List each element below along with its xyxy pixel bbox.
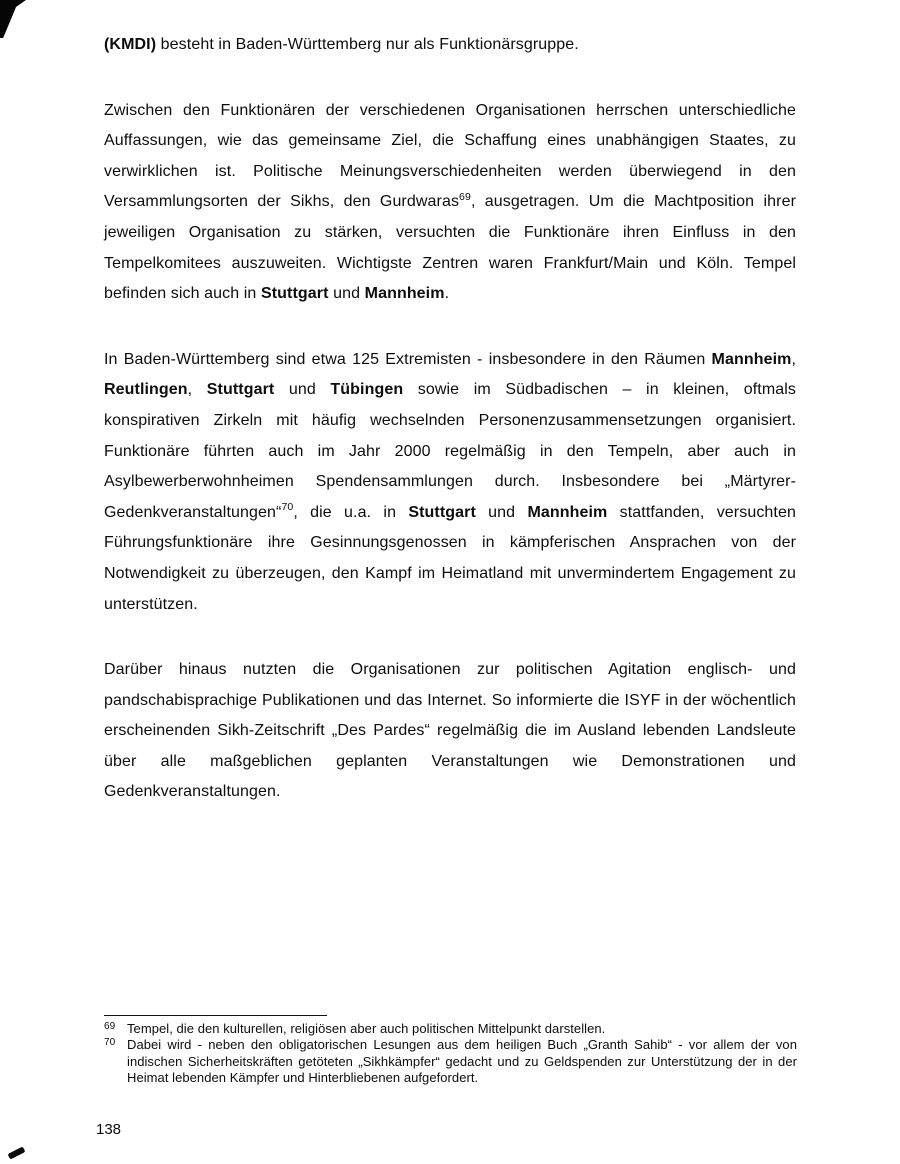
body-text [104,30,796,843]
text-run: stattfanden, versuchten Führungsfunktionäre ihre Gesinnungsgenossen in kämpferischen Ansprachen von der Notwendigkeit zu überzeugen, den Kampf im Heimatland mit unvermindertem Engagement zu unterstützen. [104,503,796,613]
footnote-marker: 69 [104,1021,116,1032]
text-run: und [475,503,528,521]
bold-text-run: Reutlingen [104,381,188,399]
paragraph [104,96,796,310]
footnote-ref: 69 [459,190,471,203]
paragraph [104,655,796,808]
footnote-text: Tempel, die den kulturellen, religiösen aber auch politischen Mittelpunkt darstellen. [127,1021,606,1036]
paragraph [104,345,796,620]
footnote [104,1037,797,1086]
bold-text-run: (KMDI) [104,36,157,53]
bold-text-run: Stuttgart [260,285,329,303]
bold-text-run: Mannheim [364,285,445,303]
bold-text-run: Tübingen [330,381,404,399]
text-run: , [187,381,207,399]
paragraphs [104,30,796,808]
text-run: In Baden-Württemberg sind etwa 125 Extremisten - insbesondere in den Räumen [104,350,712,368]
paragraph [104,30,796,61]
text-run: , die u.a. in [293,503,409,521]
footnotes-section [104,1021,797,1087]
footnote [104,1021,797,1037]
bold-text-run: Mannheim [711,350,792,368]
bold-text-run: Stuttgart [408,503,476,521]
text-run: . [444,285,450,303]
scan-artifact-top-left [0,0,26,38]
text-run: und [274,381,331,399]
bold-text-run: Mannheim [527,503,608,521]
footnote-text: Dabei wird - neben den obligatorischen Lesungen aus dem heiligen Buch „Granth Sahib“ - vor allem der von indischen Sicherheitskräften getöteten „Sikhkämpfer“ gedacht und zu Geldspenden zur Unterstützung der in der Heimat lebenden Kämpfer und Hinterbliebenen aufgefordert. [127,1037,797,1086]
text-run: , [791,350,796,368]
text-run: sowie im Südbadischen – in kleinen, oftmals konspirativen Zirkeln mit häufig wechselnden Personenzusammensetzungen organisiert. Funktionäre führten auch im Jahr 2000 regelmäßig in den Tempeln, aber auch in Asylbewerberwohnheimen Spendensammlungen durch. Insbesondere bei „Märtyrer-Gedenkveranstaltungen“ [104,381,796,521]
text-run: , ausgetragen. Um die Machtposition ihrer jeweiligen Organisation zu stärken, versuchten die Funktionäre ihren Einfluss in den Tempelkomitees auszuweiten. Wichtigste Zentren waren Frankfurt/Main und Köln. Tempel befinden sich auch in [104,193,796,303]
text-run: und [328,285,365,303]
footnote-separator [104,1015,327,1016]
page-number: 138 [96,1121,122,1138]
footnote-marker: 70 [104,1037,116,1049]
footnote-ref: 70 [281,501,294,514]
scan-artifact-bottom-left [8,1146,26,1159]
text-run: Zwischen den Funktionären der verschiedenen Organisationen herrschen unterschiedliche Auffassungen, wie das gemeinsame Ziel, die Schaffung eines unabhängigen Staates, zu verwirklichen ist. Politische Meinungsverschiedenheiten werden überwiegend in den Versammlungsorten der Sikhs, den Gurdwaras [104,101,796,211]
bold-text-run: Stuttgart [206,381,275,399]
text-run: besteht in Baden-Württemberg nur als Funktionärsgruppe. [156,36,579,53]
text-run: Darüber hinaus nutzten die Organisationen zur politischen Agitation englisch- und pandschabisprachige Publikationen und das Internet. So informierte die ISYF in der wöchentlich erscheinenden Sikh-Zeitschrift „Des Pardes“ regelmäßig die im Ausland lebenden Landsleute über alle maßgeblichen geplanten Veranstaltungen wie Demonstrationen und Gedenkveranstaltungen. [104,661,796,801]
